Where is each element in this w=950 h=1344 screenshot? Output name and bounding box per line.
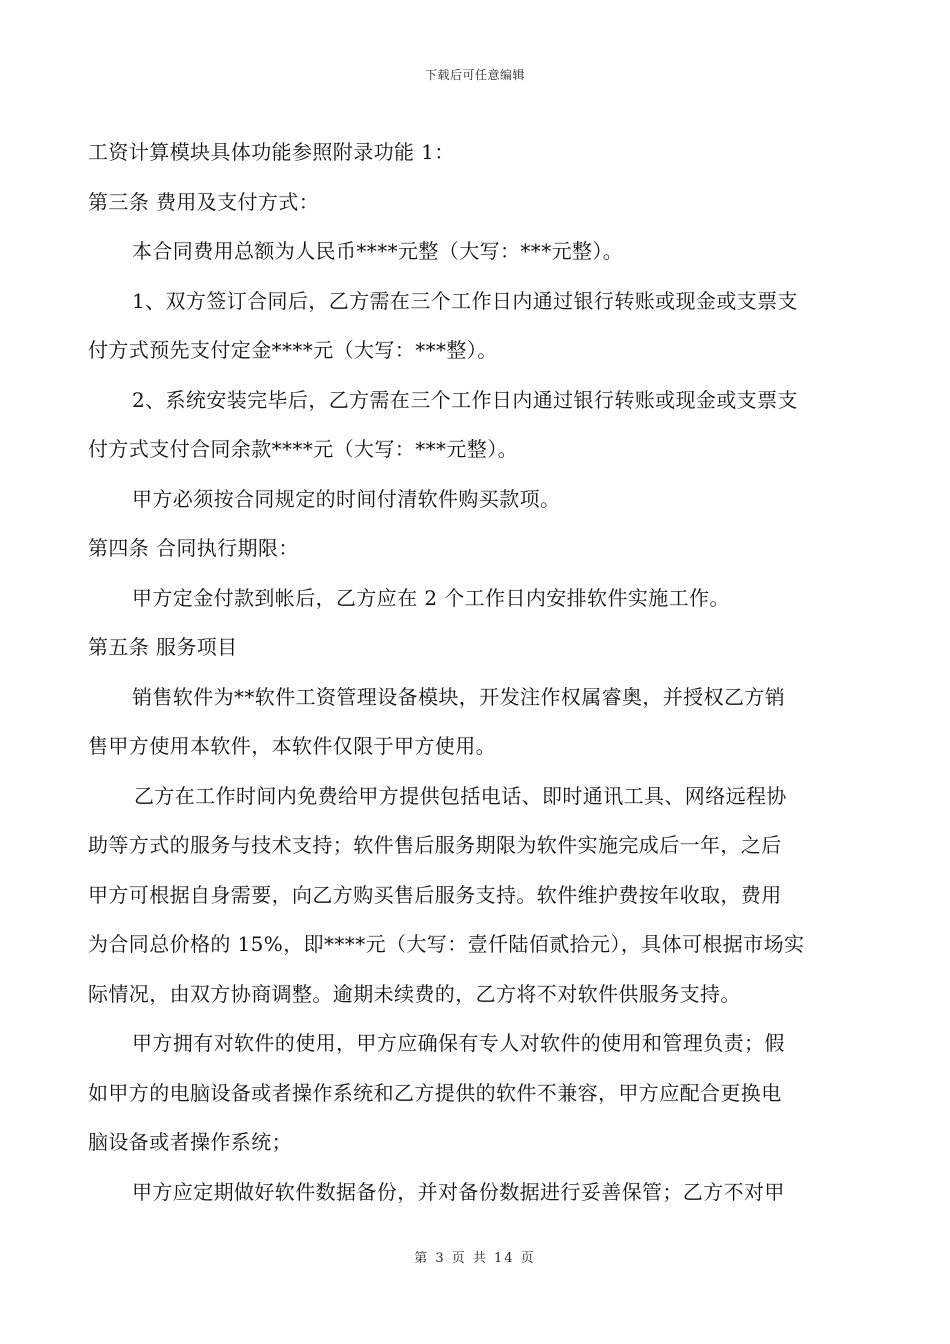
- paragraph-line: 助等方式的服务与技术支持；软件售后服务期限为软件实施完成后一年，之后: [88, 833, 782, 857]
- document-body: [88, 128, 862, 1217]
- paragraph-line: 为合同总价格的 15%，即****元（大写：壹仟陆佰贰拾元），具体可根据市场实: [88, 932, 805, 956]
- section-heading: 第五条 服务项目: [88, 635, 238, 659]
- paragraph-line: 付方式支付合同余款****元（大写：***元整）。: [88, 437, 518, 461]
- paragraph-line: 本合同费用总额为人民币****元整（大写：***元整）。: [132, 239, 624, 263]
- paragraph-line: 售甲方使用本软件，本软件仅限于甲方使用。: [88, 734, 496, 758]
- paragraph-line: 甲方可根据自身需要，向乙方购买售后服务支持。软件维护费按年收取，费用: [88, 882, 782, 907]
- paragraph-line: 甲方定金付款到帐后，乙方应在 2 个工作日内安排软件实施工作。: [132, 585, 730, 610]
- paragraph-line: 1、双方签订合同后，乙方需在三个工作日内通过银行转账或现金或支票支: [132, 288, 798, 313]
- paragraph-line: 际情况，由双方协商调整。逾期未续费的，乙方将不对软件供服务支持。: [88, 981, 741, 1006]
- paragraph-line: 付方式预先支付定金****元（大写：***整）。: [88, 338, 498, 362]
- page-number-footer: 第 3 页 共 14 页: [414, 1251, 536, 1266]
- paragraph-line: 工资计算模块具体功能参照附录功能 1：: [88, 140, 455, 164]
- page-header: 下载后可任意编辑: [424, 68, 525, 82]
- paragraph-line: 甲方拥有对软件的使用，甲方应确保有专人对软件的使用和管理负责；假: [132, 1031, 785, 1055]
- paragraph-line: 2、系统安装完毕后，乙方需在三个工作日内通过银行转账或现金或支票支: [132, 387, 798, 412]
- paragraph-line: 乙方在工作时间内免费给甲方提供包括电话、即时通讯工具、网络远程协: [134, 783, 787, 808]
- section-heading: 第三条 费用及支付方式：: [88, 189, 320, 214]
- paragraph-line: 脑设备或者操作系统；: [88, 1130, 292, 1154]
- paragraph-line: 甲方应定期做好软件数据备份，并对备份数据进行妥善保管；乙方不对甲: [132, 1179, 785, 1204]
- section-heading: 第四条 合同执行期限：: [88, 536, 299, 560]
- paragraph-line: 如甲方的电脑设备或者操作系统和乙方提供的软件不兼容，甲方应配合更换电: [88, 1080, 782, 1105]
- paragraph-line: 甲方必须按合同规定的时间付清软件购买款项。: [132, 486, 561, 511]
- paragraph-line: 销售软件为**软件工资管理设备模块，开发注作权属睿奥，并授权乙方销: [132, 684, 786, 709]
